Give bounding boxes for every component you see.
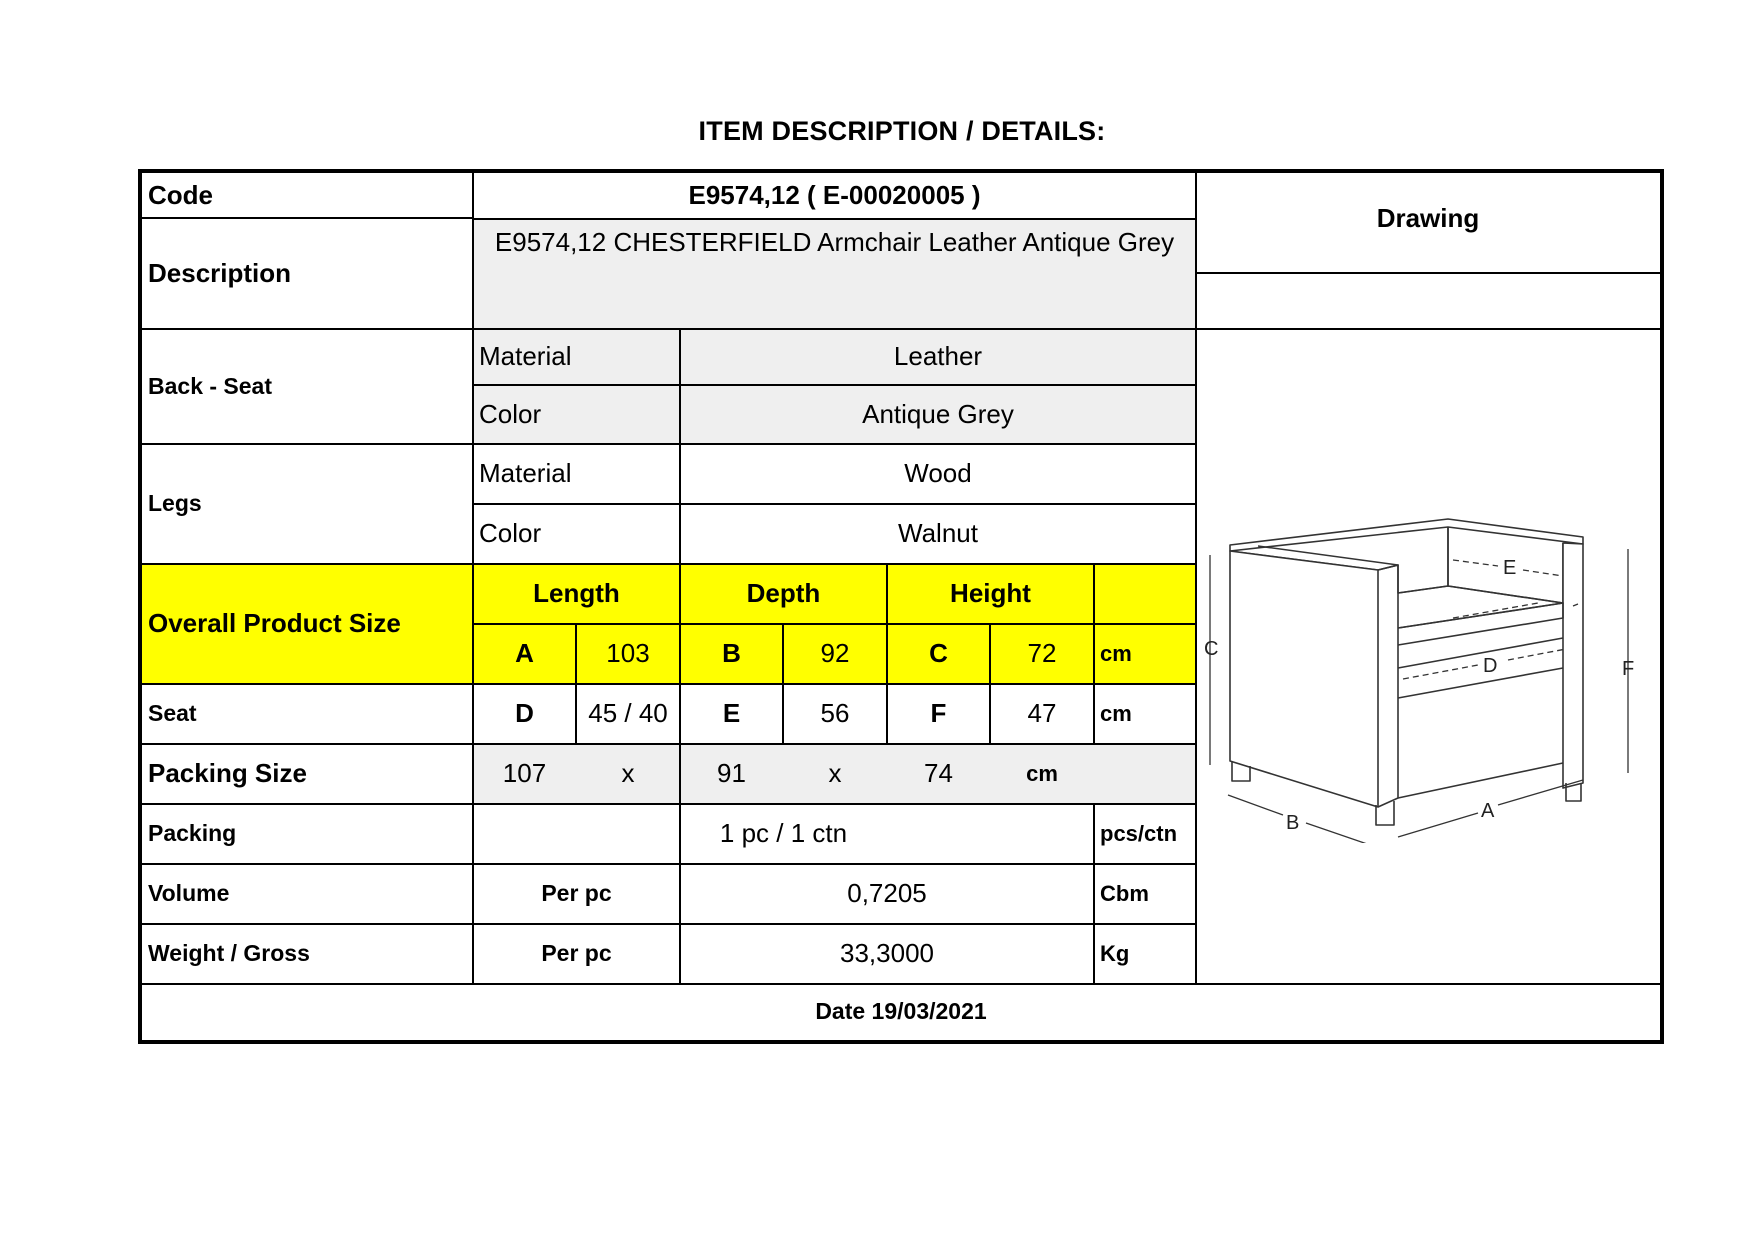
- date: Date 19/03/2021: [142, 984, 1660, 1040]
- length-header: Length: [473, 564, 680, 624]
- legs-label: Legs: [142, 444, 473, 564]
- dim-c-value: 72: [990, 624, 1094, 684]
- grid-line: [679, 329, 681, 389]
- grid-line: [1093, 804, 1095, 984]
- grid-line: [473, 218, 1196, 220]
- back-seat-color-value: Antique Grey: [680, 385, 1196, 444]
- description-value: E9574,12 CHESTERFIELD Armchair Leather Antique Grey: [473, 219, 1196, 329]
- dim-f-marker: F: [1622, 658, 1635, 680]
- dim-d-value: 45 / 40: [576, 684, 680, 744]
- weight-unit: Kg: [1094, 924, 1196, 984]
- back-seat-color-label: Color: [473, 385, 680, 444]
- dim-b-value: 92: [783, 624, 887, 684]
- dim-f-label: F: [887, 684, 990, 744]
- grid-line: [473, 384, 1196, 386]
- grid-line: [142, 217, 473, 219]
- back-seat-material-value: Leather: [680, 329, 1196, 385]
- dim-d-label: D: [473, 684, 576, 744]
- dim-b-label: B: [680, 624, 783, 684]
- grid-line: [473, 503, 1196, 505]
- dim-d-marker: D: [1483, 655, 1498, 677]
- armchair-drawing: [1198, 443, 1658, 843]
- packing-unit: pcs/ctn: [1094, 804, 1196, 864]
- drawing-header: Drawing: [1196, 173, 1660, 273]
- packing-size-sep-1: x: [621, 758, 635, 789]
- grid-line: [142, 983, 1660, 985]
- grid-line: [142, 683, 1196, 685]
- legs-color-label: Color: [473, 504, 680, 564]
- dim-a-marker: A: [1481, 800, 1495, 822]
- grid-line: [142, 863, 1196, 865]
- back-seat-label: Back - Seat: [142, 329, 473, 444]
- overall-size-label: Overall Product Size: [142, 564, 473, 684]
- packing-value: 1 pc / 1 ctn: [473, 804, 1094, 864]
- height-header: Height: [887, 564, 1094, 624]
- legs-material-value: Wood: [680, 444, 1196, 504]
- grid-line: [142, 743, 1196, 745]
- grid-line: [1196, 272, 1660, 274]
- grid-line: [886, 564, 888, 744]
- volume-label: Volume: [142, 864, 473, 924]
- dim-c-marker: C: [1204, 638, 1219, 660]
- packing-size-sep-2: x: [828, 758, 842, 789]
- legs-material-label: Material: [473, 444, 680, 504]
- drawing-subheader: [1196, 273, 1660, 329]
- grid-line: [1093, 564, 1095, 744]
- dim-e-label: E: [680, 684, 783, 744]
- document-title: ITEM DESCRIPTION / DETAILS:: [698, 116, 1106, 146]
- volume-per: Per pc: [473, 864, 680, 924]
- seat-label: Seat: [142, 684, 473, 744]
- packing-size-label: Packing Size: [142, 744, 473, 804]
- dim-c-label: C: [887, 624, 990, 684]
- dim-f-value: 47: [990, 684, 1094, 744]
- packing-size-height: 74: [924, 758, 953, 789]
- seat-unit: cm: [1094, 684, 1196, 744]
- weight-value: 33,3000: [680, 924, 1094, 984]
- overall-size-empty-header: [1094, 564, 1196, 624]
- volume-unit: Cbm: [1094, 864, 1196, 924]
- grid-line: [142, 328, 1660, 330]
- dim-b-marker: B: [1286, 812, 1300, 834]
- grid-line: [142, 803, 1196, 805]
- dim-e-marker: E: [1503, 557, 1517, 579]
- grid-line: [142, 443, 1196, 445]
- packing-size-length: 107: [502, 758, 547, 789]
- volume-value: 0,7205: [680, 864, 1094, 924]
- packing-label: Packing: [142, 804, 473, 864]
- packing-size-width: 91: [717, 758, 746, 789]
- dim-a-value: 103: [576, 624, 680, 684]
- weight-per: Per pc: [473, 924, 680, 984]
- grid-line: [142, 563, 1196, 565]
- dim-e-value: 56: [783, 684, 887, 744]
- weight-label: Weight / Gross: [142, 924, 473, 984]
- grid-line: [142, 923, 1196, 925]
- packing-size-unit: cm: [1026, 761, 1058, 787]
- back-seat-material-label: Material: [473, 329, 680, 385]
- description-label: Description: [142, 219, 473, 329]
- depth-header: Depth: [680, 564, 887, 624]
- code-value: E9574,12 ( E-00020005 ): [473, 173, 1196, 219]
- dim-a-label: A: [473, 624, 576, 684]
- code-label: Code: [142, 173, 473, 219]
- grid-line: [473, 623, 1196, 625]
- legs-color-value: Walnut: [680, 504, 1196, 564]
- item-details-table: [138, 169, 1664, 1044]
- overall-size-unit: cm: [1094, 624, 1196, 684]
